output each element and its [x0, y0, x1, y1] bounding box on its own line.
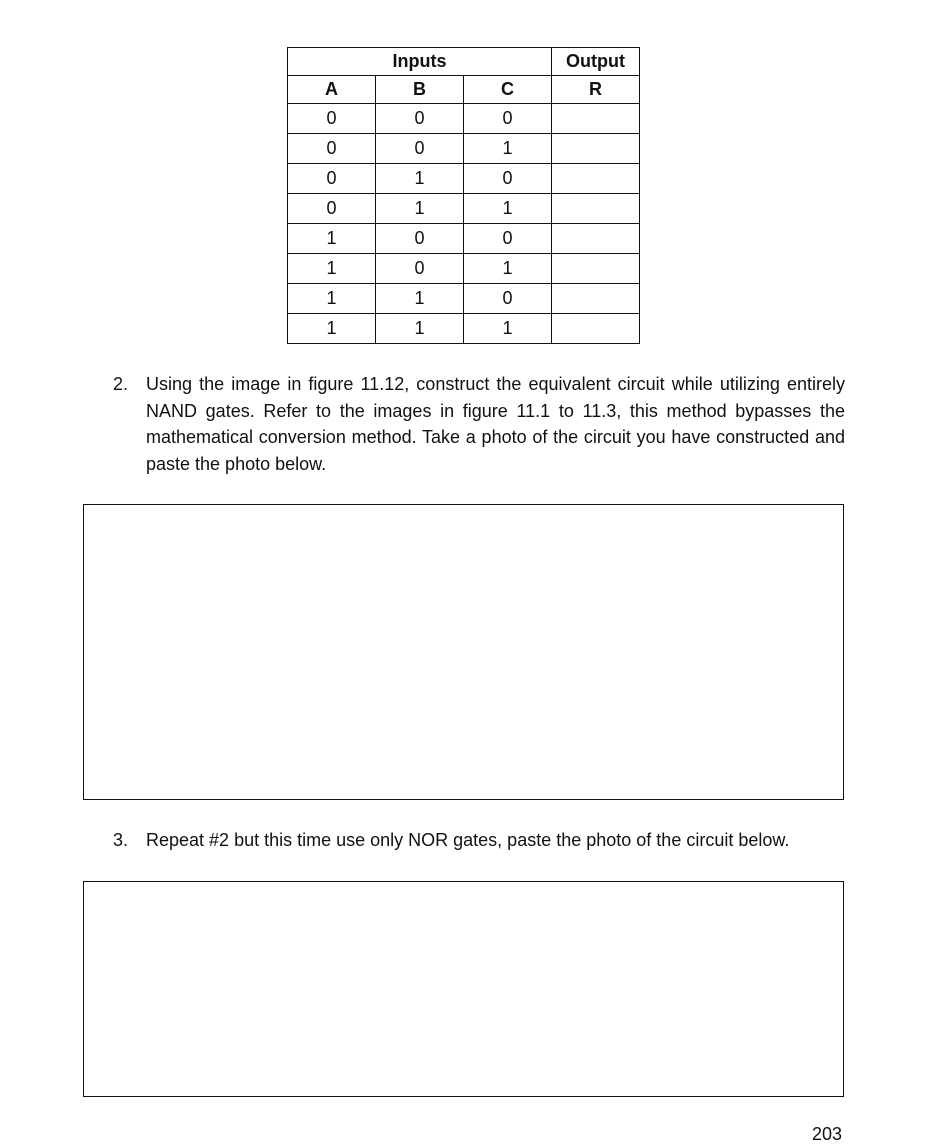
cell-b: 0 [376, 224, 464, 254]
cell-b: 1 [376, 314, 464, 344]
table-row [288, 104, 640, 134]
cell-b: 0 [376, 104, 464, 134]
cell-r[interactable] [552, 134, 640, 164]
truth-table [287, 47, 640, 344]
question-text: Using the image in figure 11.12, construct the equivalent circuit while utilizing entirely NAND gates. Refer to the images in figure 11.1 to 11.3, this method bypasses the mathematical conversion method. Take a photo of the circuit you have constructed and paste the photo below. [146, 374, 845, 474]
cell-c: 1 [464, 194, 552, 224]
table-row [288, 314, 640, 344]
cell-a: 1 [288, 224, 376, 254]
photo-answer-box-nand[interactable] [83, 504, 844, 800]
cell-a: 0 [288, 104, 376, 134]
question-2 [113, 371, 845, 477]
table-row [288, 194, 640, 224]
cell-c: 0 [464, 224, 552, 254]
cell-b: 1 [376, 284, 464, 314]
table-row [288, 224, 640, 254]
table-row [288, 254, 640, 284]
cell-c: 0 [464, 164, 552, 194]
column-header-r: R [552, 76, 640, 104]
cell-c: 1 [464, 254, 552, 284]
inputs-header: Inputs [288, 48, 552, 76]
cell-c: 0 [464, 284, 552, 314]
cell-b: 1 [376, 164, 464, 194]
cell-a: 1 [288, 314, 376, 344]
table-row [288, 284, 640, 314]
cell-c: 0 [464, 104, 552, 134]
cell-c: 1 [464, 314, 552, 344]
cell-r[interactable] [552, 194, 640, 224]
table-row [288, 134, 640, 164]
column-header-row [288, 76, 640, 104]
cell-a: 0 [288, 164, 376, 194]
column-header-c: C [464, 76, 552, 104]
page-number: 203 [812, 1124, 843, 1144]
column-header-a: A [288, 76, 376, 104]
cell-b: 0 [376, 254, 464, 284]
cell-c: 1 [464, 134, 552, 164]
column-header-b: B [376, 76, 464, 104]
cell-r[interactable] [552, 164, 640, 194]
question-number: 2. [113, 374, 129, 394]
photo-answer-box-nor[interactable] [83, 881, 844, 1097]
question-text: Repeat #2 but this time use only NOR gates, paste the photo of the circuit below. [146, 830, 790, 850]
cell-a: 0 [288, 134, 376, 164]
group-header-row [288, 48, 640, 76]
cell-b: 0 [376, 134, 464, 164]
cell-r[interactable] [552, 284, 640, 314]
cell-a: 0 [288, 194, 376, 224]
question-3 [113, 827, 845, 854]
cell-a: 1 [288, 254, 376, 284]
cell-r[interactable] [552, 254, 640, 284]
cell-b: 1 [376, 194, 464, 224]
cell-a: 1 [288, 284, 376, 314]
cell-r[interactable] [552, 224, 640, 254]
question-number: 3. [113, 830, 129, 850]
output-header: Output [552, 48, 640, 76]
cell-r[interactable] [552, 314, 640, 344]
table-row [288, 164, 640, 194]
cell-r[interactable] [552, 104, 640, 134]
